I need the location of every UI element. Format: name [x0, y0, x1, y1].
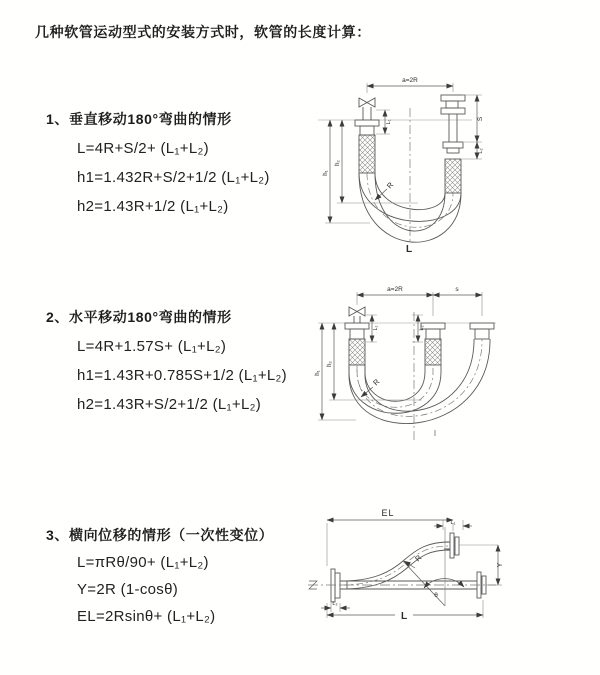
hose-u-drawing — [318, 83, 482, 242]
dim-label-h2: h₂ — [335, 160, 341, 166]
dim-label-l1: L₁ — [450, 520, 456, 526]
radius-label: R — [384, 180, 396, 191]
dim-label-l2: L₂ — [478, 148, 484, 154]
dim-label-a2r: a=2R — [387, 286, 403, 293]
dim-label-l1: L₁ — [386, 119, 392, 125]
theta-label: θ — [434, 592, 438, 599]
formula-line: EL=2Rsinθ+ (L₁+L₂) — [77, 608, 216, 625]
section-3-heading: 3、横向位移的情形（一次性变位） — [46, 527, 274, 543]
section-2-formulas — [77, 332, 287, 419]
dim-label-l2: L₂ — [419, 325, 425, 331]
dim-label-s: S — [477, 116, 484, 122]
diagram-lateral-displacement — [300, 500, 600, 645]
formula-line: h2=1.43R+1/2 (L₁+L₂) — [77, 198, 229, 215]
dim-label-h1: h₁ — [315, 370, 321, 376]
section-1-heading: 1、垂直移动180°弯曲的情形 — [46, 111, 232, 127]
section-2-heading: 2、水平移动180°弯曲的情形 — [46, 309, 232, 325]
formula-line: h1=1.43R+0.785S+1/2 (L₁+L₂) — [77, 367, 287, 384]
radius-label: R — [371, 377, 382, 388]
radius-label: R — [413, 553, 424, 564]
valve-icon — [349, 307, 365, 316]
dim-label-el: EL — [381, 508, 395, 518]
diagram-vertical-180 — [310, 70, 600, 260]
section-1-formulas — [77, 134, 270, 221]
formula-line: Y=2R (1-cosθ) — [77, 581, 179, 598]
length-label: L — [400, 611, 408, 622]
page-title: 几种软管运动型式的安装方式时，软管的长度计算： — [35, 24, 371, 40]
formula-line: L=πRθ/90+ (L₁+L₂) — [77, 554, 209, 571]
dim-label-y: Y — [497, 562, 504, 568]
valve-icon — [359, 98, 375, 107]
formula-line: h1=1.432R+S/2+1/2 (L₁+L₂) — [77, 169, 270, 186]
dim-label-l2: L₂ — [332, 601, 338, 607]
dim-label-h2: h₂ — [327, 361, 333, 367]
diagram-horizontal-180 — [310, 280, 600, 465]
dim-label-a2r: a=2R — [402, 77, 418, 84]
formula-line: L=4R+S/2+ (L₁+L₂) — [77, 140, 209, 157]
section-3-formulas — [77, 549, 215, 630]
formula-line: h2=1.43R+S/2+1/2 (L₁+L₂) — [77, 396, 262, 413]
dim-label-l1: L₁ — [373, 325, 379, 331]
hose-u-drawing — [318, 292, 496, 442]
length-label: L — [405, 244, 413, 255]
formula-line: L=4R+1.57S+ (L₁+L₂) — [77, 338, 227, 355]
dim-label-s: s — [455, 286, 459, 293]
dim-label-h1: h₁ — [323, 170, 329, 176]
